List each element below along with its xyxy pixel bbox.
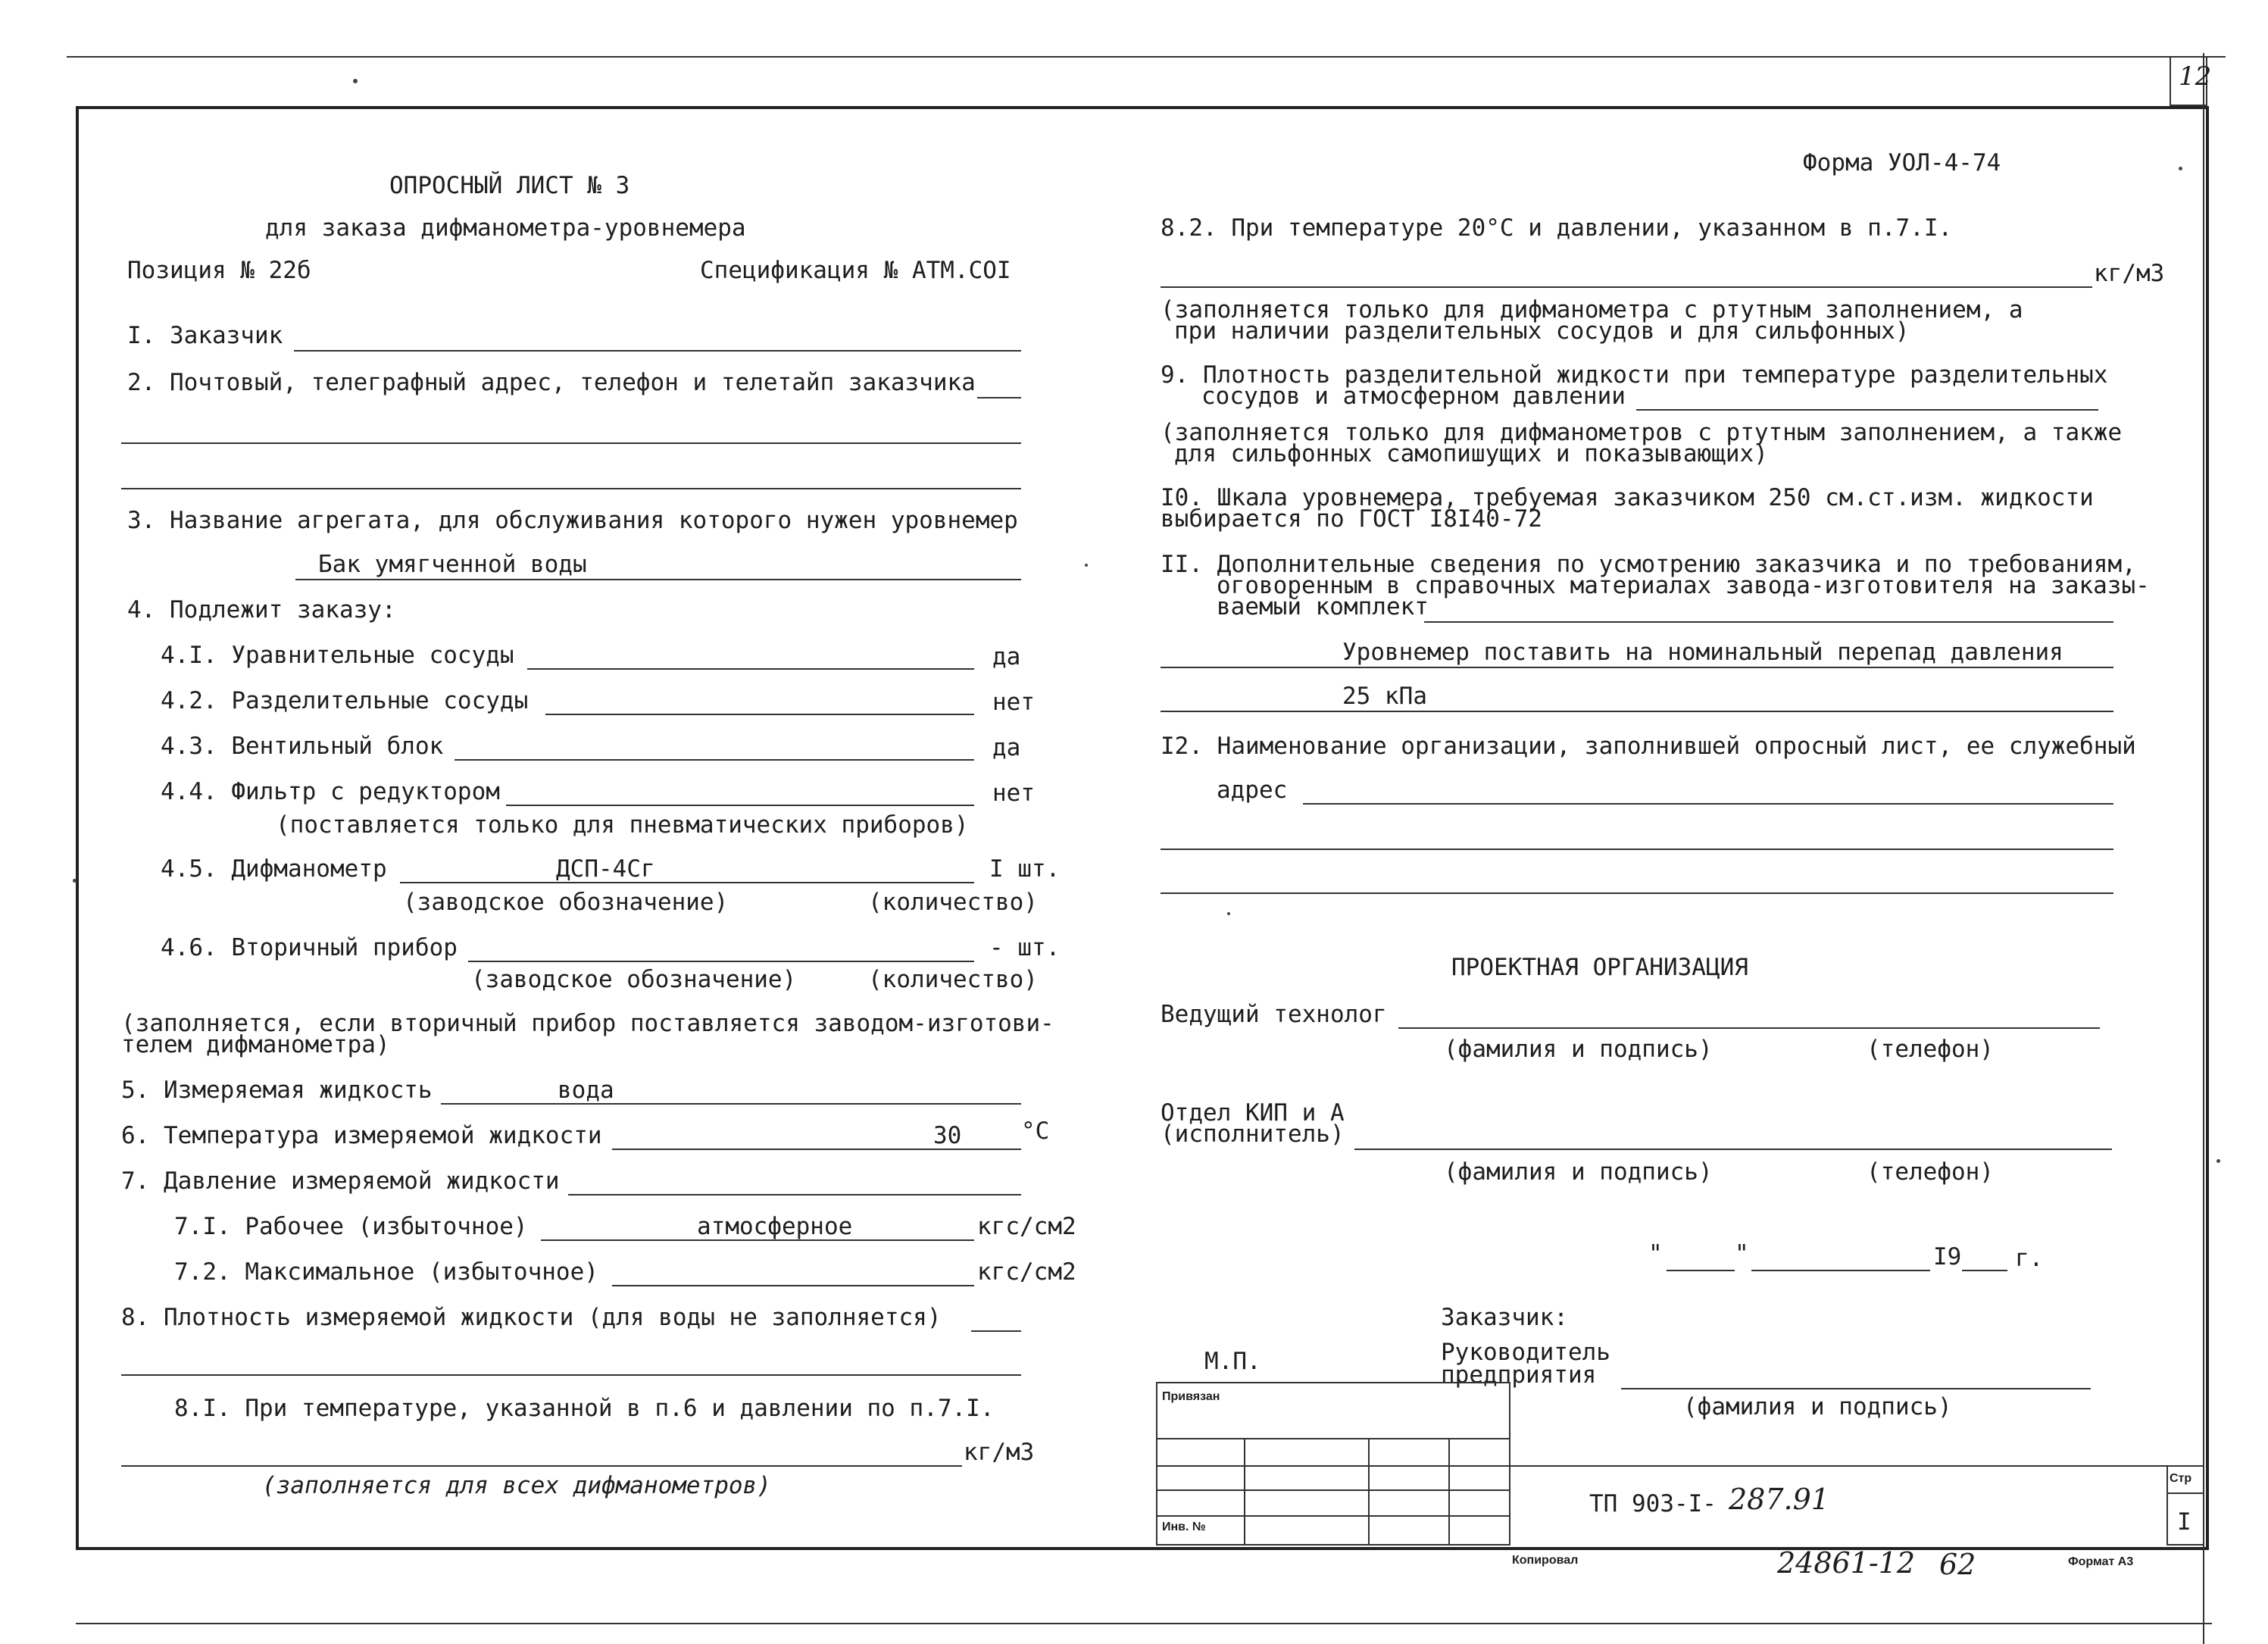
item-44-value: нет [992, 780, 1035, 807]
scan-speck [1227, 912, 1230, 915]
scan-speck [2216, 1159, 2220, 1163]
item-11-line-1: II. Дополнительные сведения по усмотрению заказчика и по требованиям, [1161, 551, 2136, 578]
item-72-label: 7.2. Максимальное (избыточное) [174, 1258, 598, 1286]
customer-label: Заказчик: [1441, 1304, 1568, 1331]
item-9-line-2: сосудов и атмосферном давлении [1201, 383, 1626, 410]
item-12-label: I2. Наименование организации, заполнившей опросный лист, ее служебный [1161, 733, 2136, 760]
item-6-value: 30 [933, 1122, 962, 1149]
item-3-unit-name: 3. Название агрегата, для обслуживания которого нужен уровнемер [127, 507, 1018, 534]
footer-archive-number: 24861-12 [1777, 1546, 1916, 1580]
date-year-line [1962, 1270, 2007, 1271]
stamp-col-line-1 [1244, 1438, 1245, 1544]
item-81-fill-line [121, 1465, 962, 1467]
specification-number: Спецификация № АТМ.СОI [700, 257, 1011, 284]
kip-sub-name: (фамилия и подпись) [1444, 1158, 1713, 1186]
item-45-sub-designation: (заводское обозначение) [403, 889, 729, 916]
item-42-fill-line [545, 714, 974, 715]
item-3-value: Бак умягченной воды [318, 551, 587, 578]
item-2-fill-line [977, 397, 1021, 398]
design-org-title: ПРОЕКТНАЯ ОРГАНИЗАЦИЯ [1451, 954, 1748, 981]
item-7-label: 7. Давление измеряемой жидкости [121, 1167, 560, 1195]
scan-speck [1085, 564, 1088, 567]
item-2-fill-line-3 [121, 488, 1021, 489]
item-12-fill-line [1303, 803, 2113, 805]
sheet-label: Стр [2170, 1472, 2192, 1485]
page-subtitle: для заказа дифманометра-уровнемера [265, 214, 746, 242]
item-71-fill-line [541, 1239, 974, 1241]
head-fill-line [1621, 1388, 2091, 1389]
item-11-value-1: Уровнемер поставить на номинальный перепад давления [1342, 639, 2063, 666]
item-44-fill-line [506, 805, 974, 806]
stamp-privyazan: Привязан [1162, 1390, 1220, 1403]
code-row-top-line [1507, 1465, 2203, 1467]
document-code-handwritten: 287.91 [1729, 1483, 1829, 1516]
item-81-label: 8.I. При температуре, указанной в п.6 и давлении по п.7.I. [174, 1395, 995, 1422]
lead-sub-phone: (телефон) [1867, 1036, 1994, 1063]
item-4-order: 4. Подлежит заказу: [127, 596, 396, 624]
item-1-customer: I. Заказчик [127, 322, 283, 349]
item-9-note-line-1: (заполняется только для дифманометров с ртутным заполнением, а также [1161, 419, 2123, 446]
date-year-suffix: г. [2015, 1245, 2044, 1272]
kip-executor-label: (исполнитель) [1161, 1120, 1345, 1148]
item-46-qty: - шт. [989, 934, 1061, 961]
item-46-label: 4.6. Вторичный прибор [161, 934, 458, 961]
item-12-fill-line-2 [1161, 849, 2113, 850]
footer-archive-sub: 62 [1939, 1548, 1976, 1581]
item-11-fill-line-3 [1161, 711, 2113, 712]
item-71-value: атмосферное [697, 1213, 853, 1240]
date-quote-open: " [1648, 1240, 1663, 1267]
lead-technologist-fill-line [1398, 1027, 2100, 1029]
item-45-sub-quantity: (количество) [868, 889, 1038, 916]
item-9-line-1: 9. Плотность разделительной жидкости при температуре разделительных [1161, 361, 2108, 389]
stamp-row-line-1 [1156, 1438, 1509, 1439]
item-5-label: 5. Измеряемая жидкость [121, 1077, 433, 1104]
secondary-device-note-line-1: (заполняется, если вторичный прибор поставляется заводом-изготови- [121, 1010, 1054, 1037]
head-label-line-1: Руководитель [1441, 1339, 1610, 1366]
top-edge-line [67, 56, 2226, 58]
item-41-fill-line [527, 668, 974, 670]
item-45-qty: I шт. [989, 855, 1061, 883]
bottom-edge-line [76, 1623, 2212, 1624]
item-8-label: 8. Плотность измеряемой жидкости (для воды не заполняется) [121, 1304, 942, 1331]
stamp-col-line-2 [1368, 1438, 1370, 1544]
item-45-label: 4.5. Дифманометр [161, 855, 387, 883]
item-9-note-line-2: для сильфонных самопишущих и показывающих) [1174, 440, 1768, 467]
item-45-fill-line [400, 882, 974, 883]
item-46-fill-line [468, 961, 974, 962]
item-82-unit: кг/м3 [2094, 260, 2165, 287]
position-number: Позиция № 22б [127, 257, 311, 284]
item-7-fill-line [568, 1194, 1021, 1195]
item-42-value: нет [992, 689, 1035, 716]
item-81-unit: кг/м3 [964, 1439, 1035, 1466]
page-title: ОПРОСНЫЙ ЛИСТ № 3 [389, 172, 630, 199]
item-10-line-2: выбирается по ГОСТ I8I40-72 [1161, 505, 1542, 533]
item-12-address: адрес [1217, 777, 1288, 804]
item-46-sub-designation: (заводское обозначение) [471, 966, 797, 993]
item-45-value: ДСП-4Сг [556, 855, 655, 883]
item-6-fill-line [612, 1149, 1021, 1150]
stamp-place-label: М.П. [1204, 1348, 1261, 1375]
item-10-line-1: I0. Шкала уровнемера, требуемая заказчиком 250 см.ст.изм. жидкости [1161, 484, 2094, 511]
item-1-fill-line [294, 350, 1021, 352]
item-43-label: 4.3. Вентильный блок [161, 733, 444, 760]
date-year-prefix: I9 [1933, 1243, 1962, 1271]
form-label: Форма УОЛ-4-74 [1803, 149, 2001, 177]
footer-format: Формат А3 [2068, 1555, 2134, 1568]
footer-copied-by: Копировал [1512, 1554, 1579, 1567]
item-82-note-line-1: (заполняется только для дифманометра с ртутным заполнением, а [1161, 296, 2023, 323]
item-11-value-2: 25 кПа [1342, 683, 1427, 710]
item-44-note: (поставляется только для пневматических приборов) [276, 811, 969, 839]
head-sub-name: (фамилия и подпись) [1683, 1393, 1952, 1421]
stamp-row-line-4 [1156, 1515, 1509, 1517]
item-9-fill-line [1636, 409, 2098, 411]
item-82-label: 8.2. При температуре 20°С и давлении, указанном в п.7.I. [1161, 214, 1953, 242]
item-82-note-line-2: при наличии разделительных сосудов и для сильфонных) [1174, 317, 1910, 345]
head-label-line-2: предприятия [1441, 1361, 1597, 1389]
sheet-value: I [2177, 1508, 2191, 1536]
item-81-note: (заполняется для всех дифманометров) [262, 1472, 771, 1499]
stamp-col-line-3 [1448, 1438, 1450, 1544]
right-edge-line [2203, 53, 2204, 1644]
item-8-fill-line-2 [121, 1374, 1021, 1376]
item-43-value: да [992, 734, 1021, 761]
item-6-label: 6. Температура измеряемой жидкости [121, 1122, 602, 1149]
item-82-fill-line [1161, 286, 2092, 288]
item-5-fill-line [441, 1103, 1021, 1105]
item-43-fill-line [455, 759, 974, 761]
sheet-box-divider [2166, 1492, 2203, 1494]
item-11-fill-line [1424, 621, 2113, 623]
secondary-device-note-line-2: телем дифманометра) [121, 1031, 390, 1058]
scan-speck [2179, 167, 2182, 170]
item-5-value: вода [558, 1077, 614, 1104]
date-month-line [1751, 1270, 1930, 1271]
item-42-label: 4.2. Разделительные сосуды [161, 687, 529, 714]
kip-sub-phone: (телефон) [1867, 1158, 1994, 1186]
scan-speck [73, 879, 77, 883]
item-11-line-2: оговоренным в справочных материалах завода-изготовителя на заказы- [1217, 572, 2150, 599]
item-44-label: 4.4. Фильтр с редуктором [161, 778, 500, 805]
corner-page-number: 12 [2179, 61, 2212, 92]
item-71-unit: кгс/см2 [977, 1213, 1076, 1240]
kip-dept-label: Отдел КИП и А [1161, 1099, 1345, 1127]
item-3-fill-line [295, 579, 1021, 580]
date-quote-close: " [1735, 1240, 1749, 1267]
item-41-label: 4.I. Уравнительные сосуды [161, 642, 514, 669]
item-72-unit: кгс/см2 [977, 1258, 1076, 1286]
item-72-fill-line [612, 1285, 974, 1286]
kip-fill-line [1354, 1149, 2112, 1150]
scan-speck [353, 79, 358, 83]
date-day-line [1667, 1270, 1735, 1271]
stamp-row-line-2 [1156, 1465, 1509, 1467]
item-11-line-3: ваемый комплект [1217, 593, 1429, 620]
lead-sub-name: (фамилия и подпись) [1444, 1036, 1713, 1063]
item-8-fill-line [971, 1330, 1021, 1332]
item-6-unit: °С [1021, 1117, 1050, 1145]
stamp-block [1156, 1382, 1510, 1546]
item-2-fill-line-2 [121, 442, 1021, 444]
stamp-row-line-3 [1156, 1489, 1509, 1491]
item-12-fill-line-3 [1161, 892, 2113, 894]
item-46-sub-quantity: (количество) [868, 966, 1038, 993]
lead-technologist-label: Ведущий технолог [1161, 1001, 1387, 1028]
item-71-label: 7.I. Рабочее (избыточное) [174, 1213, 528, 1240]
item-11-fill-line-2 [1161, 667, 2113, 668]
item-41-value: да [992, 643, 1021, 670]
stamp-inventory: Инв. № [1162, 1521, 1206, 1533]
document-code: ТП 903-I- [1589, 1490, 1717, 1517]
item-2-address: 2. Почтовый, телеграфный адрес, телефон и телетайп заказчика [127, 369, 976, 396]
